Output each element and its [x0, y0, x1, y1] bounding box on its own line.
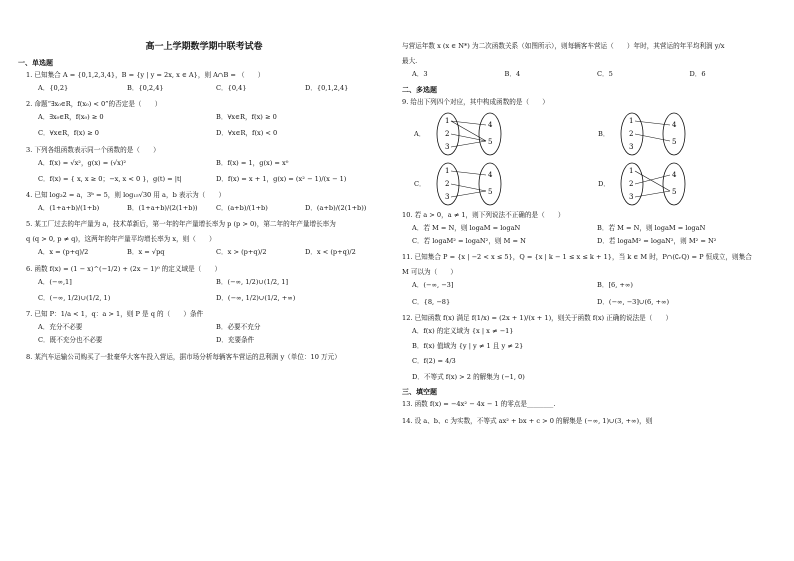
option-c: C．(a+b)/(1+b) [216, 204, 268, 213]
option-c: C．5 [597, 70, 613, 78]
mapping-diagrams-row-1 [414, 111, 782, 157]
option-d: D．f(x) = x + 1，g(x) = (x² − 1)/(x − 1) [216, 174, 347, 183]
option-a: A．若 M = N，则 logaM = logaN [412, 223, 521, 232]
option-a: A．(−∞,1] [38, 277, 72, 286]
question-8-line-3: 最大. [402, 57, 418, 65]
svg-text:4: 4 [672, 120, 677, 129]
question-11-line-1: 11. 已知集合 P = {x | −2 < x ≤ 5}，Q = {x | k − 1 ≤ x ≤ k + 1}，当 k ∈ M 时，P∩(∁ᵣQ) = P 恒成立，则集合 [402, 253, 752, 262]
question-2-options [38, 113, 394, 137]
diagram-b-label: B． [598, 129, 610, 138]
mapping-diagram-b [616, 111, 696, 157]
diagram-a-label: A． [414, 129, 426, 138]
svg-text:4: 4 [672, 170, 677, 179]
question-1: 1. 已知集合 A = {0,1,2,3,4}，B = {y | y = 2x, x ∈ A}，则 A∩B = （ ） [26, 71, 265, 79]
option-c: C．x > (p+q)/2 [216, 248, 267, 257]
question-5-line-2: q (q > 0, p ≠ q)，这两年的年产量平均增长率为 x，则（ ） [26, 235, 216, 244]
svg-text:3: 3 [445, 142, 450, 151]
svg-text:3: 3 [445, 192, 450, 201]
option-b: B．(1+a+b)/(2(1+b)) [127, 204, 198, 213]
svg-text:3: 3 [629, 192, 634, 201]
svg-text:3: 3 [629, 142, 634, 151]
option-b: B．(−∞, 1/2)∪(1/2, 1] [216, 277, 289, 286]
option-d: D．(a+b)/(2(1+b)) [305, 204, 367, 213]
mapping-diagram-c [432, 161, 512, 207]
mapping-diagrams-row-2 [414, 161, 782, 207]
diagram-a [414, 111, 598, 157]
option-d: D．若 logaM² = logaN²，则 M² = N² [597, 237, 717, 246]
diagram-d-label: D． [598, 179, 610, 188]
svg-text:5: 5 [488, 187, 493, 196]
question-10-options [412, 224, 782, 245]
option-d: D．∀x∈R，f(x) < 0 [216, 129, 278, 138]
left-column [14, 0, 394, 561]
question-12: 12. 已知函数 f(x) 满足 f(1/x) = (2x + 1)/(x + 1)，则关于函数 f(x) 正确的说法是（ ） [402, 313, 673, 322]
option-d: D．充要条件 [216, 336, 255, 345]
option-b: B．[6, +∞) [597, 281, 633, 290]
svg-text:1: 1 [445, 116, 450, 125]
option-a: A．x = (p+q)/2 [38, 248, 89, 257]
svg-text:2: 2 [629, 129, 634, 138]
option-a: A．3 [412, 70, 428, 78]
option-c: C．f(2) = 4/3 [412, 357, 456, 366]
question-1-options [38, 84, 394, 92]
option-a: A．{0,2} [38, 84, 69, 92]
option-b: B．f(x) = 1，g(x) = x⁰ [216, 158, 289, 167]
diagram-b [598, 111, 782, 157]
right-column [402, 0, 782, 561]
option-a: A．f(x) = √x²，g(x) = (√x)² [38, 158, 127, 167]
question-11-line-2: M 可以为（ ） [402, 268, 458, 277]
question-2: 2. 命题“∃x₀∈R，f(x₀) < 0”的否定是（ ） [26, 100, 162, 109]
option-d: D．x < (p+q)/2 [305, 248, 356, 257]
question-14: 14. 设 a、b、c 为实数，不等式 ax² + bx + c > 0 的解集是 (−∞, 1)∪(3, +∞)，则 [402, 416, 653, 425]
option-a: A．充分不必要 [38, 323, 83, 332]
question-8-line-1: 8. 某汽车运输公司购买了一批豪华大客车投入营运，据市场分析每辆客车营运的总利润 y（单位：10 万元） [26, 352, 341, 361]
option-b: B．f(x) 值域为 {y | y ≠ 1 且 y ≠ 2} [412, 342, 524, 351]
svg-text:2: 2 [445, 129, 450, 138]
option-b: B．{0,2,4} [127, 84, 164, 92]
option-c: C．既不充分也不必要 [38, 336, 103, 345]
diagram-c [414, 161, 598, 207]
svg-text:4: 4 [488, 120, 493, 129]
question-3-options [38, 159, 394, 183]
option-d: D．6 [689, 70, 706, 78]
option-c: C．若 logaM² = logaN²，则 M = N [412, 237, 526, 246]
question-4-options [38, 204, 394, 212]
question-8-line-2: 与营运年数 x (x ∈ N*) 为二次函数关系（如图所示），则每辆客车营运（ ）年时，其营运的年平均利润 y/x [402, 42, 725, 50]
question-9: 9. 给出下列四个对应，其中构成函数的是（ ） [402, 97, 549, 106]
svg-text:2: 2 [445, 179, 450, 188]
option-a: A．∃x₀∈R，f(x₀) ≥ 0 [38, 113, 104, 122]
option-a: A．f(x) 的定义域为 {x | x ≠ −1} [412, 326, 514, 335]
svg-text:5: 5 [488, 137, 493, 146]
question-10: 10. 若 a > 0，a ≠ 1，则下列说法不正确的是（ ） [402, 210, 565, 219]
question-7-options [38, 323, 394, 344]
question-6-options [38, 278, 394, 302]
question-8-options [412, 70, 782, 78]
question-6: 6. 函数 f(x) = (1 − x)^(−1/2) + (2x − 1)⁰ 的定义域是（ ） [26, 264, 222, 273]
diagram-d [598, 161, 782, 207]
option-c: C．{8, −8} [412, 297, 451, 306]
svg-text:5: 5 [672, 187, 677, 196]
svg-text:1: 1 [445, 166, 450, 175]
question-5-options [38, 248, 394, 256]
mapping-diagram-d [616, 161, 696, 207]
option-a: A．(1+a+b)/(1+b) [38, 204, 100, 213]
mapping-diagram-a [432, 111, 512, 157]
question-4: 4. 已知 log₃2 = a，3ᵇ = 5，则 log₁₅√30 用 a，b 表示为（ ） [26, 191, 226, 200]
svg-text:1: 1 [629, 116, 634, 125]
option-c: C．{0,4} [216, 84, 247, 92]
option-d: D．(−∞, 1/2)∪(1/2, +∞) [216, 293, 296, 302]
question-5-line-1: 5. 某工厂过去的年产量为 a，技术革新后，第一年的年产量增长率为 p (p > 0)，第二年的年产量增长率为 [26, 220, 336, 229]
option-c: C．∀x∈R，f(x) ≥ 0 [38, 129, 99, 138]
question-12-options [412, 327, 782, 381]
section-single-choice: 一、单选题 [18, 59, 53, 68]
question-7: 7. 已知 P：1/a < 1，q：a > 1，则 P 是 q 的（ ）条件 [26, 310, 204, 319]
option-b: B．x = √pq [127, 248, 165, 257]
option-b: B．必要不充分 [216, 323, 261, 332]
option-a: A．(−∞, −3] [412, 281, 454, 290]
option-c: C．f(x) = { x, x ≥ 0；−x, x < 0 }，g(t) = |t| [38, 174, 182, 183]
svg-text:1: 1 [629, 166, 634, 175]
option-d: D．(−∞, −3]∪(6, +∞) [597, 297, 670, 306]
question-3: 3. 下列各组函数表示同一个函数的是（ ） [26, 145, 160, 154]
option-d: D．不等式 f(x) > 2 的解集为 (−1, 0) [412, 372, 525, 381]
option-b: B．若 M = N，则 logaM = logaN [597, 223, 706, 232]
svg-text:2: 2 [629, 179, 634, 188]
section-multi-choice: 二、多选题 [402, 86, 437, 95]
option-c: C．(−∞, 1/2)∪(1/2, 1) [38, 293, 111, 302]
section-fill-in: 三、填空题 [402, 387, 437, 396]
option-b: B．∀x∈R，f(x) ≥ 0 [216, 113, 277, 122]
option-d: D．{0,1,2,4} [305, 84, 349, 92]
svg-text:5: 5 [672, 137, 677, 146]
page-title: 高一上学期数学期中联考试卷 [145, 42, 263, 52]
diagram-c-label: C． [414, 179, 426, 188]
question-13: 13. 函数 f(x) = −4x² − 4x − 1 的零点是________. [402, 399, 556, 408]
question-11-options [412, 281, 782, 305]
option-b: B．4 [504, 70, 521, 78]
svg-text:4: 4 [488, 170, 493, 179]
